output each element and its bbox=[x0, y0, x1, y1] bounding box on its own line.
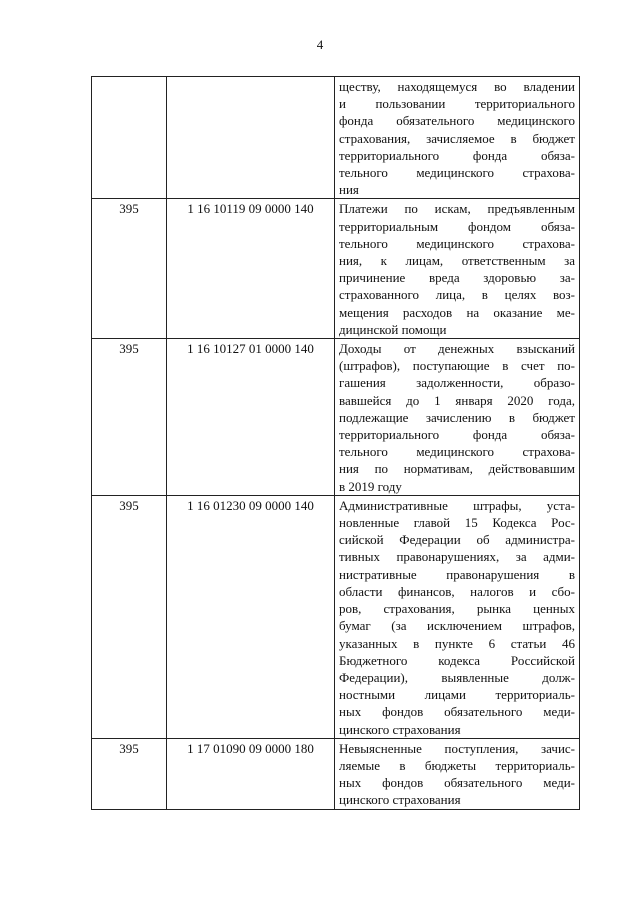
description-line: ров, страхования, рынка ценных bbox=[339, 601, 575, 617]
description-line: дицинской помощи bbox=[339, 321, 447, 337]
revenue-description-cell bbox=[335, 199, 580, 339]
description-line: ляемые в бюджеты территориаль- bbox=[339, 757, 575, 773]
description-line: сийской Федерации об администра- bbox=[339, 532, 575, 548]
description-line: нистративные правонарушения в bbox=[339, 566, 575, 582]
description-line: ния, к лицам, ответственным за bbox=[339, 253, 575, 269]
description-line: ния по нормативам, действовавшим bbox=[339, 461, 575, 477]
description-line: и пользовании территориального bbox=[339, 96, 575, 112]
description-line: территориального фонда обяза- bbox=[339, 147, 575, 163]
page-number: 4 bbox=[316, 37, 324, 52]
kbk-code-cell: 1 17 01090 09 0000 180 bbox=[167, 738, 335, 809]
admin-code-cell bbox=[92, 77, 167, 199]
description-line: цинского страхования bbox=[339, 721, 461, 737]
description-line: ществу, находящемуся во владении bbox=[339, 79, 575, 94]
revenue-codes-table bbox=[91, 76, 580, 810]
kbk-code-cell: 1 16 10127 01 0000 140 bbox=[167, 339, 335, 496]
description-line: вавшейся до 1 января 2020 года, bbox=[339, 392, 575, 408]
table-row bbox=[92, 77, 580, 199]
description-line: подлежащие зачислению в бюджет bbox=[339, 409, 575, 425]
table-row bbox=[92, 738, 580, 809]
description-line: тельного медицинского страхова- bbox=[339, 235, 575, 251]
description-line: гашения задолженности, образо- bbox=[339, 375, 575, 391]
description-line: ния bbox=[339, 182, 359, 198]
description-line: тельного медицинского страхова- bbox=[339, 165, 575, 181]
admin-code-cell: 395 bbox=[92, 495, 167, 738]
description-line: ных фондов обязательного меди- bbox=[339, 704, 575, 720]
description-line: ностными лицами территориаль- bbox=[339, 687, 575, 703]
description-line: указанных в пункте 6 статьи 46 bbox=[339, 635, 575, 651]
description-line: ных фондов обязательного меди- bbox=[339, 775, 575, 791]
description-line: Федерации), выявленные долж- bbox=[339, 669, 575, 685]
revenue-description-cell bbox=[335, 738, 580, 809]
table-row bbox=[92, 199, 580, 339]
description-line: причинение вреда здоровью за- bbox=[339, 270, 575, 286]
description-line: фонда обязательного медицинского bbox=[339, 113, 575, 129]
description-line: (штрафов), поступающие в счет по- bbox=[339, 358, 575, 374]
kbk-code-cell: 1 16 10119 09 0000 140 bbox=[167, 199, 335, 339]
description-line: территориального фонда обяза- bbox=[339, 427, 575, 443]
revenue-description-cell bbox=[335, 495, 580, 738]
admin-code-cell: 395 bbox=[92, 339, 167, 496]
kbk-code-cell bbox=[167, 77, 335, 199]
description-line: Бюджетного кодекса Российской bbox=[339, 652, 575, 668]
description-line: тельного медицинского страхова- bbox=[339, 444, 575, 460]
description-line: Невыясненные поступления, зачис- bbox=[339, 740, 575, 756]
description-line: цинского страхования bbox=[339, 792, 461, 808]
table-body bbox=[92, 77, 580, 810]
description-line: страхованного лица, в целях воз- bbox=[339, 287, 575, 303]
revenue-description-cell bbox=[335, 339, 580, 496]
revenue-description-cell bbox=[335, 77, 580, 199]
description-line: Административные штрафы, уста- bbox=[339, 497, 575, 513]
description-line: территориальным фондом обяза- bbox=[339, 218, 575, 234]
description-line: Платежи по искам, предъявленным bbox=[339, 201, 575, 217]
table-row bbox=[92, 339, 580, 496]
table-row bbox=[92, 495, 580, 738]
description-line: страхования, зачисляемое в бюджет bbox=[339, 130, 575, 146]
kbk-code-cell: 1 16 01230 09 0000 140 bbox=[167, 495, 335, 738]
admin-code-cell: 395 bbox=[92, 738, 167, 809]
description-line: в 2019 году bbox=[339, 478, 402, 494]
description-line: Доходы от денежных взысканий bbox=[339, 341, 575, 357]
description-line: тивных правонарушениях, за адми- bbox=[339, 549, 575, 565]
description-line: области финансов, налогов и сбо- bbox=[339, 583, 575, 599]
description-line: новленные главой 15 Кодекса Рос- bbox=[339, 515, 575, 531]
description-line: бумаг (за исключением штрафов, bbox=[339, 618, 575, 634]
description-line: мещения расходов на оказание ме- bbox=[339, 304, 575, 320]
admin-code-cell: 395 bbox=[92, 199, 167, 339]
